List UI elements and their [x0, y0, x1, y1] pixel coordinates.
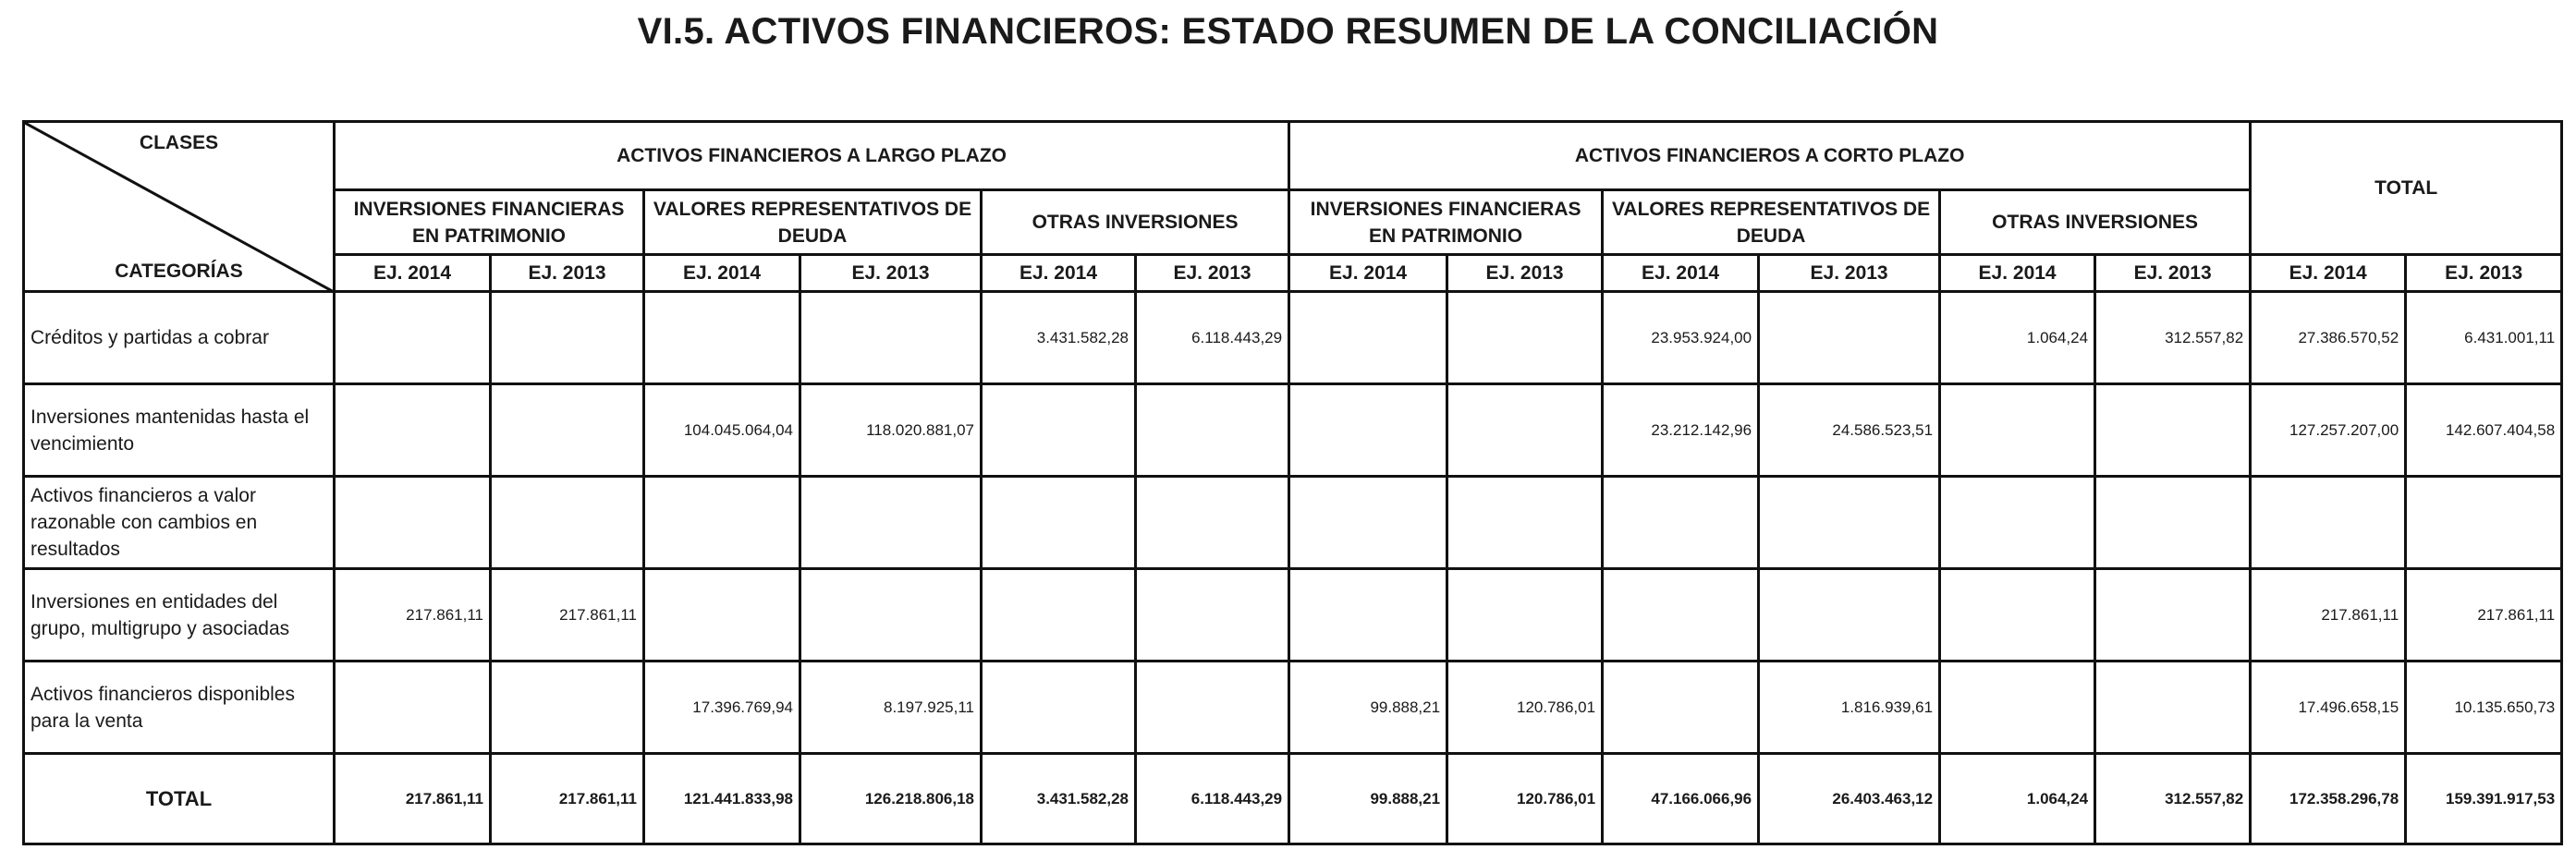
- year-header: EJ. 2013: [800, 255, 982, 292]
- row-label: Inversiones mantenidas hasta el vencimiento: [24, 384, 335, 477]
- sub-c-otras: OTRAS INVERSIONES: [1940, 190, 2251, 255]
- value-cell: 10.135.650,73: [2406, 662, 2562, 754]
- value-cell: [1289, 569, 1447, 662]
- value-cell: [1759, 477, 1940, 569]
- value-cell: [1289, 384, 1447, 477]
- year-header: EJ. 2014: [335, 255, 491, 292]
- value-cell: [2095, 477, 2251, 569]
- value-cell: 23.953.924,00: [1603, 292, 1759, 384]
- value-cell: [644, 569, 800, 662]
- year-header: EJ. 2014: [644, 255, 800, 292]
- year-header: EJ. 2014: [2251, 255, 2406, 292]
- sub-l-patrimonio: INVERSIONES FINANCIERAS EN PATRIMONIO: [335, 190, 644, 255]
- value-cell: [335, 662, 491, 754]
- table-row: [24, 662, 2562, 754]
- value-cell: [800, 569, 982, 662]
- value-cell: 1.064,24: [1940, 754, 2095, 844]
- total-row: [24, 754, 2562, 844]
- value-cell: [1940, 477, 2095, 569]
- value-cell: 172.358.296,78: [2251, 754, 2406, 844]
- value-cell: [2095, 662, 2251, 754]
- corner-clases: CLASES: [139, 132, 219, 153]
- value-cell: [1289, 292, 1447, 384]
- sub-l-valores: VALORES REPRESENTATIVOS DE DEUDA: [644, 190, 982, 255]
- year-header: EJ. 2013: [2095, 255, 2251, 292]
- year-header: EJ. 2013: [1136, 255, 1289, 292]
- value-cell: [491, 384, 644, 477]
- value-cell: 120.786,01: [1447, 754, 1603, 844]
- table-row: [24, 292, 2562, 384]
- value-cell: 127.257.207,00: [2251, 384, 2406, 477]
- corner-header: [24, 122, 335, 292]
- value-cell: 217.861,11: [491, 754, 644, 844]
- group-corto-plazo: ACTIVOS FINANCIEROS A CORTO PLAZO: [1289, 122, 2251, 190]
- value-cell: 27.386.570,52: [2251, 292, 2406, 384]
- value-cell: [2251, 477, 2406, 569]
- value-cell: [1603, 477, 1759, 569]
- year-header: EJ. 2013: [2406, 255, 2562, 292]
- value-cell: 23.212.142,96: [1603, 384, 1759, 477]
- value-cell: [982, 477, 1136, 569]
- value-cell: 26.403.463,12: [1759, 754, 1940, 844]
- value-cell: [1940, 662, 2095, 754]
- value-cell: 3.431.582,28: [982, 292, 1136, 384]
- value-cell: [1759, 292, 1940, 384]
- value-cell: 3.431.582,28: [982, 754, 1136, 844]
- row-label: TOTAL: [24, 754, 335, 844]
- value-cell: 104.045.064,04: [644, 384, 800, 477]
- sub-c-valores: VALORES REPRESENTATIVOS DE DEUDA: [1603, 190, 1940, 255]
- year-header: EJ. 2013: [1447, 255, 1603, 292]
- table-row: [24, 569, 2562, 662]
- group-largo-plazo: ACTIVOS FINANCIEROS A LARGO PLAZO: [335, 122, 1289, 190]
- value-cell: [335, 477, 491, 569]
- value-cell: [1136, 477, 1289, 569]
- value-cell: [1447, 292, 1603, 384]
- value-cell: 17.496.658,15: [2251, 662, 2406, 754]
- row-label: Activos financieros disponibles para la venta: [24, 662, 335, 754]
- value-cell: [1289, 477, 1447, 569]
- value-cell: [491, 292, 644, 384]
- value-cell: 217.861,11: [2406, 569, 2562, 662]
- value-cell: [335, 384, 491, 477]
- value-cell: [1603, 569, 1759, 662]
- value-cell: 217.861,11: [335, 754, 491, 844]
- value-cell: 1.816.939,61: [1759, 662, 1940, 754]
- value-cell: [491, 477, 644, 569]
- value-cell: [2095, 569, 2251, 662]
- value-cell: 24.586.523,51: [1759, 384, 1940, 477]
- value-cell: [644, 292, 800, 384]
- value-cell: 312.557,82: [2095, 292, 2251, 384]
- value-cell: 121.441.833,98: [644, 754, 800, 844]
- value-cell: 8.197.925,11: [800, 662, 982, 754]
- value-cell: 142.607.404,58: [2406, 384, 2562, 477]
- value-cell: [1447, 569, 1603, 662]
- value-cell: [644, 477, 800, 569]
- row-label: Inversiones en entidades del grupo, multigrupo y asociadas: [24, 569, 335, 662]
- value-cell: 1.064,24: [1940, 292, 2095, 384]
- row-label: Créditos y partidas a cobrar: [24, 292, 335, 384]
- value-cell: 126.218.806,18: [800, 754, 982, 844]
- sub-l-otras: OTRAS INVERSIONES: [982, 190, 1289, 255]
- value-cell: [800, 292, 982, 384]
- value-cell: [1759, 569, 1940, 662]
- value-cell: 47.166.066,96: [1603, 754, 1759, 844]
- value-cell: [1940, 384, 2095, 477]
- value-cell: [1136, 384, 1289, 477]
- value-cell: [1447, 477, 1603, 569]
- sub-c-patrimonio: INVERSIONES FINANCIERAS EN PATRIMONIO: [1289, 190, 1603, 255]
- value-cell: [1447, 384, 1603, 477]
- value-cell: [1136, 569, 1289, 662]
- year-header: EJ. 2014: [982, 255, 1136, 292]
- value-cell: 99.888,21: [1289, 754, 1447, 844]
- value-cell: [1940, 569, 2095, 662]
- year-header: EJ. 2013: [491, 255, 644, 292]
- row-label: Activos financieros a valor razonable con cambios en resultados: [24, 477, 335, 569]
- value-cell: 312.557,82: [2095, 754, 2251, 844]
- value-cell: 217.861,11: [491, 569, 644, 662]
- table-row: [24, 384, 2562, 477]
- value-cell: [491, 662, 644, 754]
- value-cell: 6.431.001,11: [2406, 292, 2562, 384]
- value-cell: 99.888,21: [1289, 662, 1447, 754]
- value-cell: [2095, 384, 2251, 477]
- page-title: VI.5. ACTIVOS FINANCIEROS: ESTADO RESUMEN DE LA CONCILIACIÓN: [637, 11, 1939, 52]
- reconciliation-table: [22, 120, 2563, 845]
- year-header: EJ. 2013: [1759, 255, 1940, 292]
- value-cell: 6.118.443,29: [1136, 754, 1289, 844]
- year-header: EJ. 2014: [1940, 255, 2095, 292]
- value-cell: [800, 477, 982, 569]
- group-total: TOTAL: [2251, 122, 2562, 255]
- value-cell: 6.118.443,29: [1136, 292, 1289, 384]
- value-cell: [335, 292, 491, 384]
- value-cell: [1136, 662, 1289, 754]
- value-cell: [982, 662, 1136, 754]
- value-cell: 120.786,01: [1447, 662, 1603, 754]
- value-cell: 159.391.917,53: [2406, 754, 2562, 844]
- table-row: [24, 477, 2562, 569]
- value-cell: 217.861,11: [2251, 569, 2406, 662]
- value-cell: 217.861,11: [335, 569, 491, 662]
- value-cell: [2406, 477, 2562, 569]
- value-cell: 118.020.881,07: [800, 384, 982, 477]
- value-cell: 17.396.769,94: [644, 662, 800, 754]
- year-header: EJ. 2014: [1603, 255, 1759, 292]
- year-header: EJ. 2014: [1289, 255, 1447, 292]
- value-cell: [982, 384, 1136, 477]
- corner-categorias: CATEGORÍAS: [115, 261, 243, 282]
- value-cell: [982, 569, 1136, 662]
- value-cell: [1603, 662, 1759, 754]
